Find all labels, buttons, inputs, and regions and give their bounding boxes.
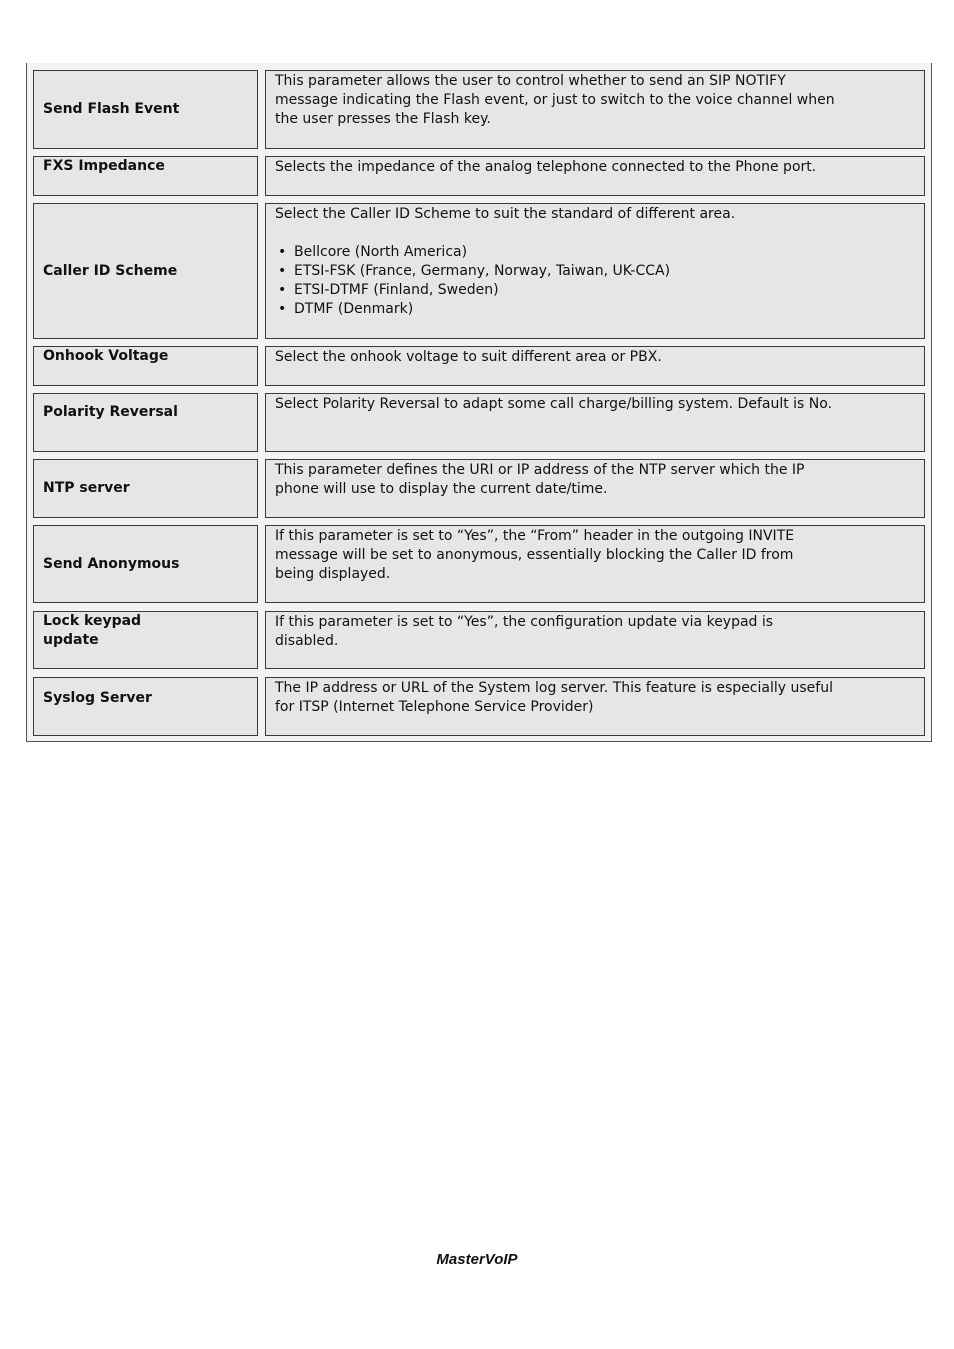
- param-description-cell: [265, 156, 925, 196]
- param-description-cell: [265, 70, 925, 149]
- param-name: Onhook Voltage: [43, 348, 169, 364]
- param-description: If this parameter is set to “Yes”, the configuration update via keypad is disabled.: [275, 614, 774, 649]
- param-name: Caller ID Scheme: [43, 262, 178, 279]
- list-item: • Bellcore (North America): [294, 243, 915, 262]
- param-name: Polarity Reversal: [43, 404, 178, 420]
- param-name-cell: [33, 611, 258, 669]
- param-name-cell: [33, 459, 258, 518]
- param-name-cell: [33, 677, 258, 736]
- param-description: Select the Caller ID Scheme to suit the standard of different area.: [275, 206, 736, 222]
- param-name: NTP server: [43, 480, 130, 496]
- param-name-cell: [33, 393, 258, 452]
- param-name-cell: [33, 346, 258, 386]
- param-name: FXS Impedance: [43, 158, 165, 174]
- param-description: Select Polarity Reversal to adapt some call charge/billing system. Default is No.: [275, 396, 833, 412]
- param-description-cell: [265, 203, 925, 339]
- param-name-line-1: Lock keypad: [43, 613, 142, 629]
- param-description-cell: [265, 393, 925, 452]
- param-description-cell: [265, 459, 925, 518]
- param-description-cell: [265, 346, 925, 386]
- param-name-cell: [33, 156, 258, 196]
- param-description: Selects the impedance of the analog telephone connected to the Phone port.: [275, 159, 817, 175]
- page-footer: MasterVoIP: [436, 1251, 518, 1268]
- param-description: If this parameter is set to “Yes”, the “From” header in the outgoing INVITE message will be set to anonymous, essentially blocking the Caller ID from being displayed.: [275, 528, 795, 582]
- param-name-line-2: update: [43, 632, 99, 648]
- param-name: Send Flash Event: [43, 101, 180, 117]
- param-description: This parameter defines the URI or IP address of the NTP server which the IP phone will use to display the current date/time.: [275, 462, 805, 497]
- param-description: The IP address or URL of the System log server. This feature is especially useful for ITSP (Internet Telephone Service Provider): [275, 680, 833, 715]
- list-item: • ETSI-FSK (France, Germany, Norway, Taiwan, UK-CCA): [294, 262, 915, 281]
- param-name-cell: [33, 525, 258, 603]
- param-description-cell: [265, 677, 925, 736]
- caller-id-scheme-list: [275, 243, 915, 319]
- param-name-cell: [33, 203, 258, 339]
- list-item: • DTMF (Denmark): [294, 300, 915, 319]
- param-description-cell: [265, 611, 925, 669]
- param-description: This parameter allows the user to control whether to send an SIP NOTIFY message indicating the Flash event, or just to switch to the voice channel when the user presses the Flash key.: [275, 73, 835, 127]
- param-name-cell: [33, 70, 258, 149]
- list-item: • ETSI-DTMF (Finland, Sweden): [294, 281, 915, 300]
- param-description-cell: [265, 525, 925, 603]
- param-name: Send Anonymous: [43, 555, 180, 572]
- param-name: Syslog Server: [43, 690, 152, 706]
- param-description: Select the onhook voltage to suit different area or PBX.: [275, 349, 662, 365]
